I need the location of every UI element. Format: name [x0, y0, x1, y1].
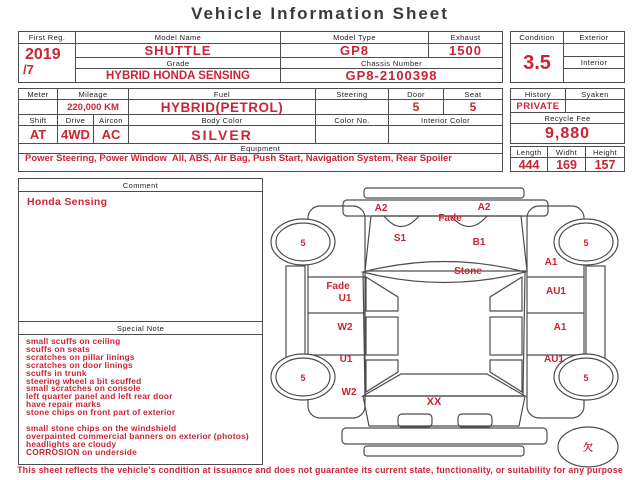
model-type-value: GP8 [281, 44, 429, 58]
damage-label-left-u1-rear: U1 [339, 354, 353, 365]
chassis-number-label: Chassis Number [281, 58, 502, 69]
length-label: Length [511, 147, 548, 158]
damage-label-b1: B1 [472, 237, 486, 248]
damage-label-left-w2-front: W2 [337, 322, 353, 333]
seat-label: Seat [444, 89, 502, 100]
grade-value: HYBRID HONDA SENSING [76, 69, 281, 82]
wheel-mark-front-left: 5 [300, 238, 306, 248]
height-value: 157 [594, 157, 616, 172]
missing-mark: 欠 [583, 443, 593, 454]
aircon-value: AC [94, 126, 129, 144]
front-grille-strip [364, 188, 524, 198]
special-note-line: have repair marks [26, 399, 102, 410]
rear-window [363, 374, 525, 396]
drive-value: 4WD [58, 126, 94, 144]
interior-label: Interior [564, 57, 624, 69]
hood-panel [365, 216, 527, 271]
damage-label-xx: XX [426, 396, 442, 408]
special-note-line: small scuffs on ceiling [26, 336, 121, 346]
comment-text: Honda Sensing [27, 196, 108, 208]
fuel-label: Fuel [129, 89, 316, 100]
taillight-left [398, 414, 432, 427]
disclaimer-text: This sheet reflects the vehicle's condition at issuance and does not guarantee its current state, functionality, or suitability for any purpose [17, 465, 623, 475]
door-value: 5 [389, 100, 444, 115]
interior-color-label: Interior Color [389, 115, 502, 126]
right-rear-window [490, 360, 522, 392]
first-reg-year: 2019 [25, 46, 61, 63]
body-color-value: SILVER [129, 126, 316, 144]
left-rocker-panel [286, 266, 305, 362]
damage-label-s1: S1 [393, 233, 407, 244]
page-title: Vehicle Information Sheet [191, 4, 449, 23]
syaken-label: Syaken [566, 89, 624, 100]
damage-label-right-a1-rear: A1 [553, 322, 567, 333]
damage-label-left-u1-front: U1 [338, 293, 352, 304]
meter-label: Meter [19, 89, 58, 100]
wheel-mark-rear-right: 5 [583, 373, 589, 383]
rear-bumper [342, 428, 547, 444]
special-note-line: scuffs in trunk [26, 367, 87, 378]
shift-label: Shift [19, 115, 58, 126]
recycle-fee-value: 9,880 [544, 124, 591, 142]
right-mid-window [490, 317, 522, 355]
drive-label: Drive [58, 115, 94, 126]
steering-label: Steering [316, 89, 389, 100]
shift-value: AT [19, 126, 58, 144]
exterior-label: Exterior [564, 32, 624, 44]
left-rear-window [366, 360, 398, 392]
chassis-number-value: GP8-2100398 [345, 68, 438, 83]
damage-label-left-fade: Fade [326, 281, 350, 292]
wheel-mark-front-right: 5 [583, 238, 589, 248]
model-name-value: SHUTTLE [76, 44, 281, 58]
special-note-line: stone chips on front part of exterior [26, 407, 176, 418]
left-mid-window [366, 317, 398, 355]
special-note-line: scratches on door linings [26, 359, 133, 370]
damage-label-right-au1-rear: AU1 [543, 354, 565, 365]
rear-lower-strip [364, 446, 524, 456]
special-note-line: scuffs on seats [26, 343, 90, 354]
taillight-right [458, 414, 492, 427]
special-note-line: headlights are cloudy [26, 438, 117, 449]
exhaust-label: Exhaust [429, 32, 502, 44]
length-value: 444 [511, 158, 548, 171]
special-note-line: small scratches on console [26, 383, 141, 394]
right-rocker-panel [586, 266, 605, 362]
damage-label-right-a1-front: A1 [544, 257, 558, 268]
recycle-fee-label: Recycle Fee [511, 113, 624, 124]
trunk-panel [363, 396, 525, 426]
special-note-header: Special Note [19, 322, 262, 335]
equipment-label: Equipment [19, 144, 502, 154]
left-front-window [366, 277, 398, 311]
special-note-line: overpainted commercial banners on exterior (photos) [26, 430, 249, 441]
history-value: PRIVATE [511, 100, 566, 113]
mileage-label: Mileage [58, 89, 129, 100]
damage-label-right-au1-front: AU1 [545, 286, 567, 297]
comment-header: Comment [19, 179, 262, 192]
special-note-line: left quarter panel and left rear door [26, 391, 173, 402]
headlight-left [384, 216, 419, 227]
special-note-line: scratches on pillar linings [26, 351, 135, 362]
equipment-value: Power Steering, Power Window All, ABS, Air Bag, Push Start, Navigation System, Rear Spoiler [25, 153, 452, 164]
damage-label-fade-top: Fade [438, 213, 462, 224]
damage-label-a2-right: A2 [477, 202, 491, 213]
history-label: History [511, 89, 566, 100]
condition-label: Condition [511, 32, 564, 44]
first-reg-month: /7 [23, 62, 34, 77]
aircon-label: Aircon [94, 115, 129, 126]
seat-value: 5 [444, 100, 502, 115]
model-type-label: Model Type [281, 32, 429, 44]
color-no-label: Color No. [316, 115, 389, 126]
model-name-label: Model Name [76, 32, 281, 44]
width-label: Widht [548, 147, 586, 158]
damage-label-left-w2-rear: W2 [341, 387, 357, 398]
height-label: Height [586, 147, 624, 158]
width-value: 169 [548, 158, 586, 171]
special-note-line: steering wheel a bit scuffed [26, 375, 142, 386]
body-color-label: Body Color [129, 115, 316, 126]
mileage-value: 220,000 KM [58, 100, 129, 115]
condition-score: 3.5 [511, 44, 564, 82]
damage-label-a2-left: A2 [374, 203, 388, 214]
door-label: Door [389, 89, 444, 100]
right-front-window [490, 277, 522, 311]
cabin-right-edge [523, 272, 525, 395]
first-reg-label: First Reg. [19, 32, 76, 44]
exhaust-value: 1500 [429, 44, 502, 58]
fuel-value: HYBRID(PETROL) [129, 100, 316, 115]
wheel-mark-rear-left: 5 [300, 373, 306, 383]
special-note-line: small stone chips on the windshield [26, 422, 177, 433]
special-note-line: CORROSION on underside [26, 446, 137, 457]
windshield [363, 262, 525, 283]
damage-label-stone: Stone [454, 266, 482, 277]
grade-label: Grade [76, 58, 281, 69]
